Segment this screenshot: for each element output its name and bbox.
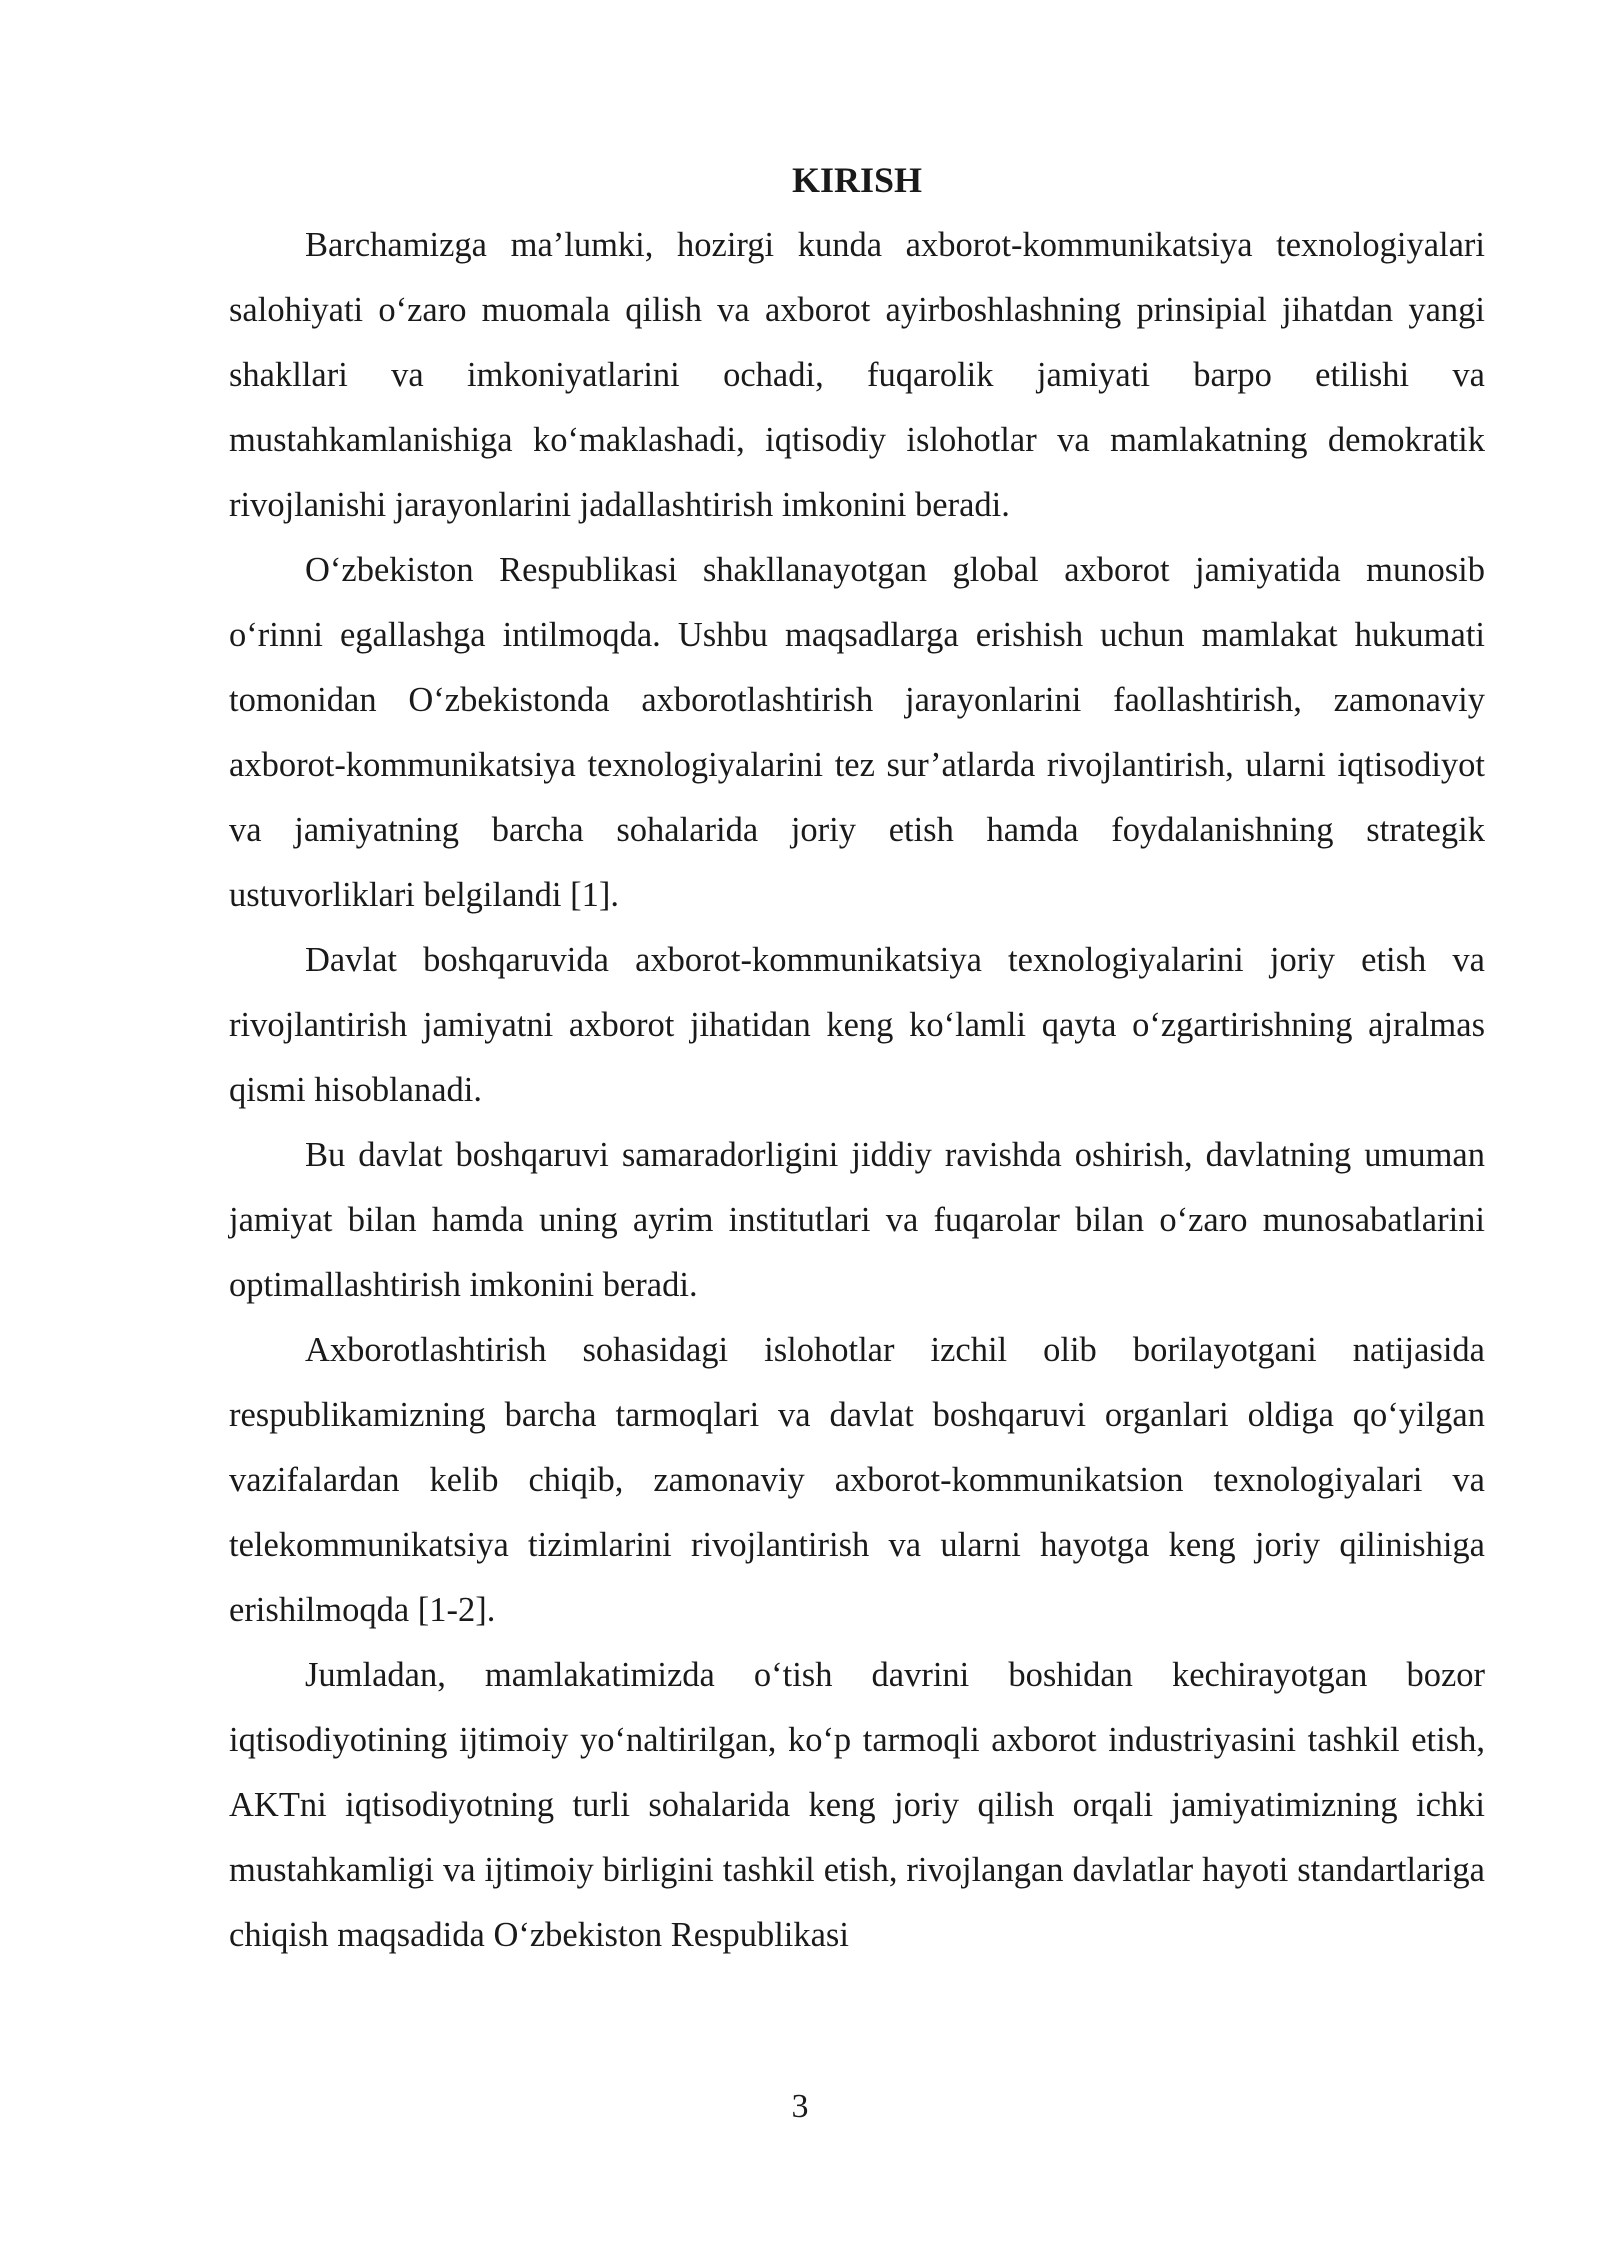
paragraph-2: O‘zbekiston Respublikasi shakllanayotgan global axborot jamiyatida munosib o‘rinni egallashga intilmoqda. Ushbu maqsadlarga erishish uchun mamlakat hukumati tomonidan O‘zbekistonda axborotlashtirish jarayonlarini faollashtirish, zamonaviy axborot-kommunikatsiya texnologiyalarini tez sur’atlarda rivojlantirish, ularni iqtisodiyot va jamiyatning barcha sohalarida joriy etish hamda foydalanishning strategik ustuvorliklari belgilandi [1]. bbox=[229, 551, 1485, 914]
page-content bbox=[229, 148, 1485, 1968]
paragraph-1: Barchamizga ma’lumki, hozirgi kunda axborot-kommunikatsiya texnologiyalari salohiyati o‘zaro muomala qilish va axborot ayirboshlashning prinsipial jihatdan yangi shakllari va imkoniyatlarini ochadi, fuqarolik jamiyati barpo etilishi va mustahkamlanishiga ko‘maklashadi, iqtisodiy islohotlar va mamlakatning demokratik rivojlanishi jarayonlarini jadallashtirish imkonini beradi. bbox=[229, 226, 1485, 524]
page-number: 3 bbox=[791, 2088, 809, 2125]
paragraph-4: Bu davlat boshqaruvi samaradorligini jiddiy ravishda oshirish, davlatning umuman jamiyat bilan hamda uning ayrim institutlari va fuqarolar bilan o‘zaro munosabatlarini optimallashtirish imkonini beradi. bbox=[229, 1136, 1485, 1304]
paragraph-3: Davlat boshqaruvida axborot-kommunikatsiya texnologiyalarini joriy etish va rivojlantirish jamiyatni axborot jihatidan keng ko‘lamli qayta o‘zgartirishning ajralmas qismi hisoblanadi. bbox=[229, 941, 1485, 1109]
paragraph-6: Jumladan, mamlakatimizda o‘tish davrini boshidan kechirayotgan bozor iqtisodiyotining ijtimoiy yo‘naltirilgan, ko‘p tarmoqli axborot industriyasini tashkil etish, AKTni iqtisodiyotning turli sohalarida keng joriy qilish orqali jamiyatimizning ichki mustahkamligi va ijtimoiy birligini tashkil etish, rivojlangan davlatlar hayoti standartlariga chiqish maqsadida O‘zbekiston Respublikasi bbox=[229, 1656, 1485, 1954]
section-heading: KIRISH bbox=[791, 160, 923, 200]
paragraph-5: Axborotlashtirish sohasidagi islohotlar izchil olib borilayotgani natijasida respublikamizning barcha tarmoqlari va davlat boshqaruvi organlari oldiga qo‘yilgan vazifalardan kelib chiqib, zamonaviy axborot-kommunikatsion texnologiyalari va telekommunikatsiya tizimlarini rivojlantirish va ularni hayotga keng joriy qilinishiga erishilmoqda [1-2]. bbox=[229, 1331, 1485, 1629]
